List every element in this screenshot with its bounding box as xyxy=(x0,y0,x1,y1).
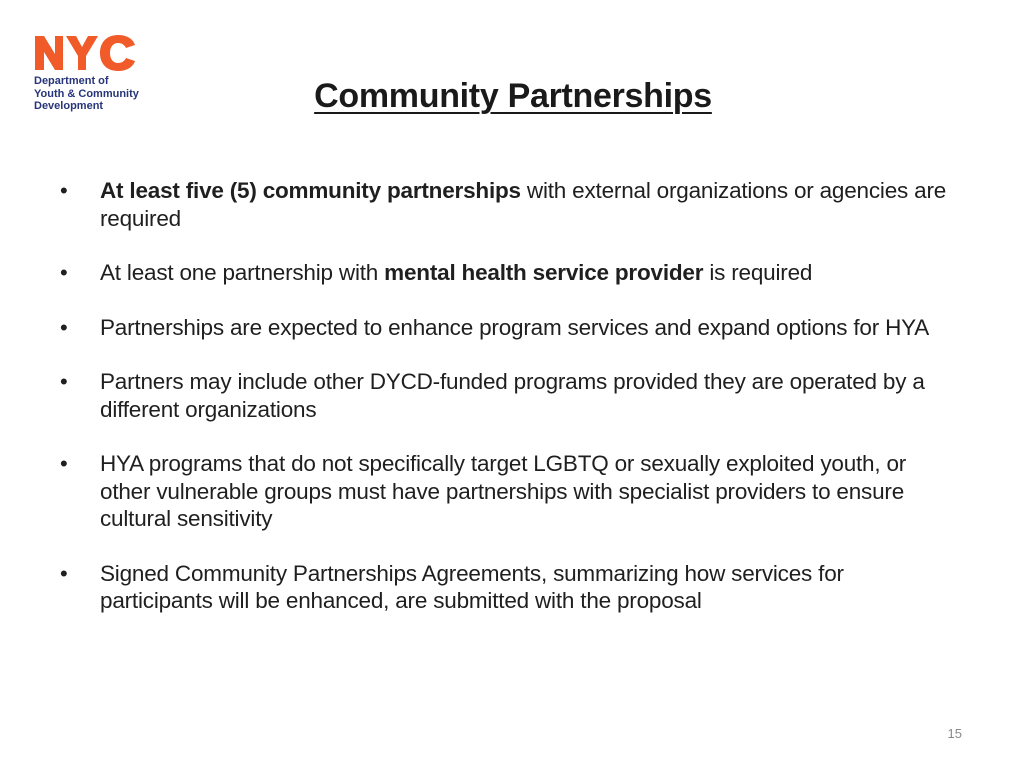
bullet-item xyxy=(60,259,960,287)
bullet-text: is required xyxy=(703,260,813,285)
bullet-item xyxy=(60,368,960,423)
bullet-icon: • xyxy=(60,314,68,340)
bullet-text: HYA programs that do not specifically target LGBTQ or sexually exploited youth, or other vulnerable groups must have partnerships with specialist providers to ensure cultural sensitivity xyxy=(100,451,907,531)
bullet-icon: • xyxy=(60,260,68,285)
bullet-text: At least one partnership with xyxy=(100,260,385,285)
title-container xyxy=(0,76,1024,116)
logo-line: Development xyxy=(34,100,104,112)
bullet-text: Partnerships are expected to enhance program services and expand options for HYA xyxy=(100,314,930,340)
bullet-item xyxy=(60,177,960,232)
bullet-icon: • xyxy=(60,560,68,586)
bullet-icon: • xyxy=(60,178,68,203)
nyc-logo-mark xyxy=(34,34,138,72)
page-number: 15 xyxy=(947,726,962,741)
bullet-icon: • xyxy=(60,369,68,394)
bullet-text: Partners may include other DYCD-funded programs provided they are operated by a different organizations xyxy=(100,369,925,422)
bullet-item xyxy=(60,450,960,533)
bullet-text: with external organizations or agencies are required xyxy=(100,178,947,231)
logo-line: Youth & Community xyxy=(34,87,139,100)
bullet-item xyxy=(60,560,960,615)
bullet-icon: • xyxy=(60,451,68,476)
bullet-item xyxy=(60,314,960,342)
bullet-bold-text: At least five (5) community partnerships xyxy=(100,178,521,203)
logo-line: Department of xyxy=(34,75,109,87)
bullet-bold-text: mental health service provider xyxy=(384,260,704,285)
slide-title: Community Partnerships xyxy=(314,77,712,115)
bullet-text: Signed Community Partnerships Agreements, summarizing how services for participants will be enhanced, are submitted with the proposal xyxy=(100,560,844,613)
bullet-list xyxy=(60,177,960,642)
